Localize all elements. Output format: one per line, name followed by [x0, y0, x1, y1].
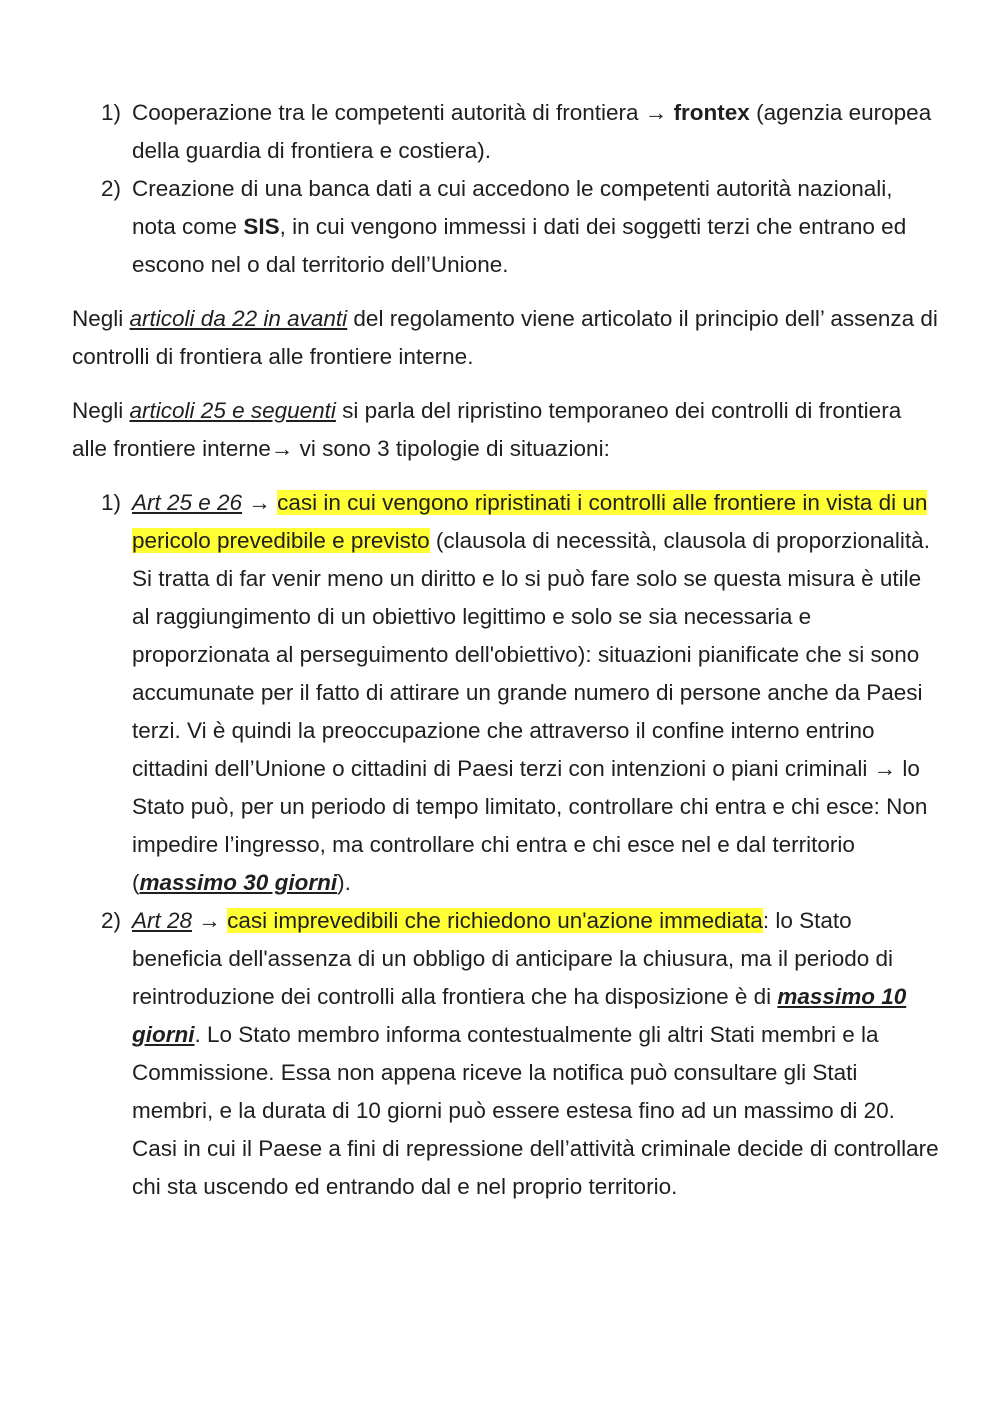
emphasis-duration: massimo 10 giorni — [132, 984, 907, 1047]
item-text: , in cui vengono immessi i dati dei soggetti terzi che entrano ed escono nel o dal territorio dell’Unione. — [132, 214, 907, 277]
situations-list — [72, 484, 942, 1206]
item-text: (agenzia europea della guardia di frontiera e costiera). — [132, 100, 932, 163]
item-text: : lo Stato beneficia dell'assenza di un obbligo di anticipare la chiusura, ma il periodo di reintroduzione dei controlli alla frontiera che ha disposizione è di — [132, 908, 894, 1009]
article-reference: Art 28 — [132, 908, 193, 933]
arrow-icon: → — [270, 436, 294, 461]
article-reference: Art 25 e 26 — [132, 490, 243, 515]
list-item — [72, 170, 942, 284]
paragraph — [72, 392, 942, 468]
arrow-icon: → — [644, 100, 668, 125]
para-text: vi sono 3 tipologie di situazioni: — [293, 436, 610, 461]
item-text: lo Stato può, per un periodo di tempo limitato, controllare chi entra e chi esce: Non impedire l’ingresso, ma controllare chi entra e chi esce nel e dal territorio ( — [132, 756, 928, 895]
emphasis-duration: massimo 30 giorni — [139, 870, 338, 895]
arrow-icon: → — [873, 756, 897, 781]
item-text: . Lo Stato membro informa contestualmente gli altri Stati membri e la Commissione. Essa non appena riceve la notifica può consultare gli Stati membri, e la durata di 10 giorni può essere estesa fino ad un massimo di 20. Casi in cui il Paese a fini di repressione dell’attività criminale decide di controllare chi sta uscendo ed entrando dal e nel proprio territorio. — [132, 1022, 939, 1199]
highlighted-text: casi imprevedibili che richiedono un'azione immediata — [227, 908, 763, 933]
sis-term: SIS — [243, 214, 280, 239]
arrow-icon: → — [248, 490, 271, 515]
arrow-icon: → — [198, 908, 221, 933]
item-text: Creazione di una banca dati a cui accedono le competenti autorità nazionali, nota come — [132, 176, 893, 239]
list-number: 2) — [101, 908, 122, 933]
document-body — [72, 94, 942, 1206]
para-text: del regolamento viene articolato il principio dell’ assenza di controlli di frontiera alle frontiere interne. — [72, 306, 938, 369]
para-text: si parla del ripristino temporaneo dei controlli di frontiera alle frontiere interne — [72, 398, 902, 461]
para-text: Negli — [72, 398, 130, 423]
border-measures-list — [72, 94, 942, 284]
list-item — [72, 902, 942, 1206]
highlighted-text: casi in cui vengono ripristinati i controlli alle frontiere in vista di un pericolo prevedibile e previsto — [132, 490, 928, 553]
article-reference: articoli 25 e seguenti — [129, 398, 336, 423]
list-number: 1) — [101, 100, 122, 125]
list-item — [72, 484, 942, 902]
frontex-term: frontex — [673, 100, 750, 125]
item-text: (clausola di necessità, clausola di proporzionalità. Si tratta di far venir meno un diritto e lo si può fare solo se questa misura è utile al raggiungimento di un obiettivo legittimo e solo se sia necessaria e proporzionata al perseguimento dell'obiettivo): situazioni pianificate che si sono accumunate per il fatto di attirare un grande numero di persone anche da Paesi terzi. Vi è quindi la preoccupazione che attraverso il confine interno entrino cittadini dell’Unione o cittadini di Paesi terzi con intenzioni o piani criminali — [132, 528, 930, 781]
list-item — [72, 94, 942, 170]
list-number: 2) — [101, 176, 122, 201]
article-reference: articoli da 22 in avanti — [129, 306, 348, 331]
item-text: Cooperazione tra le competenti autorità di frontiera — [132, 100, 645, 125]
list-number: 1) — [101, 490, 122, 515]
para-text: Negli — [72, 306, 130, 331]
paragraph — [72, 300, 942, 376]
item-text: ). — [337, 870, 351, 895]
